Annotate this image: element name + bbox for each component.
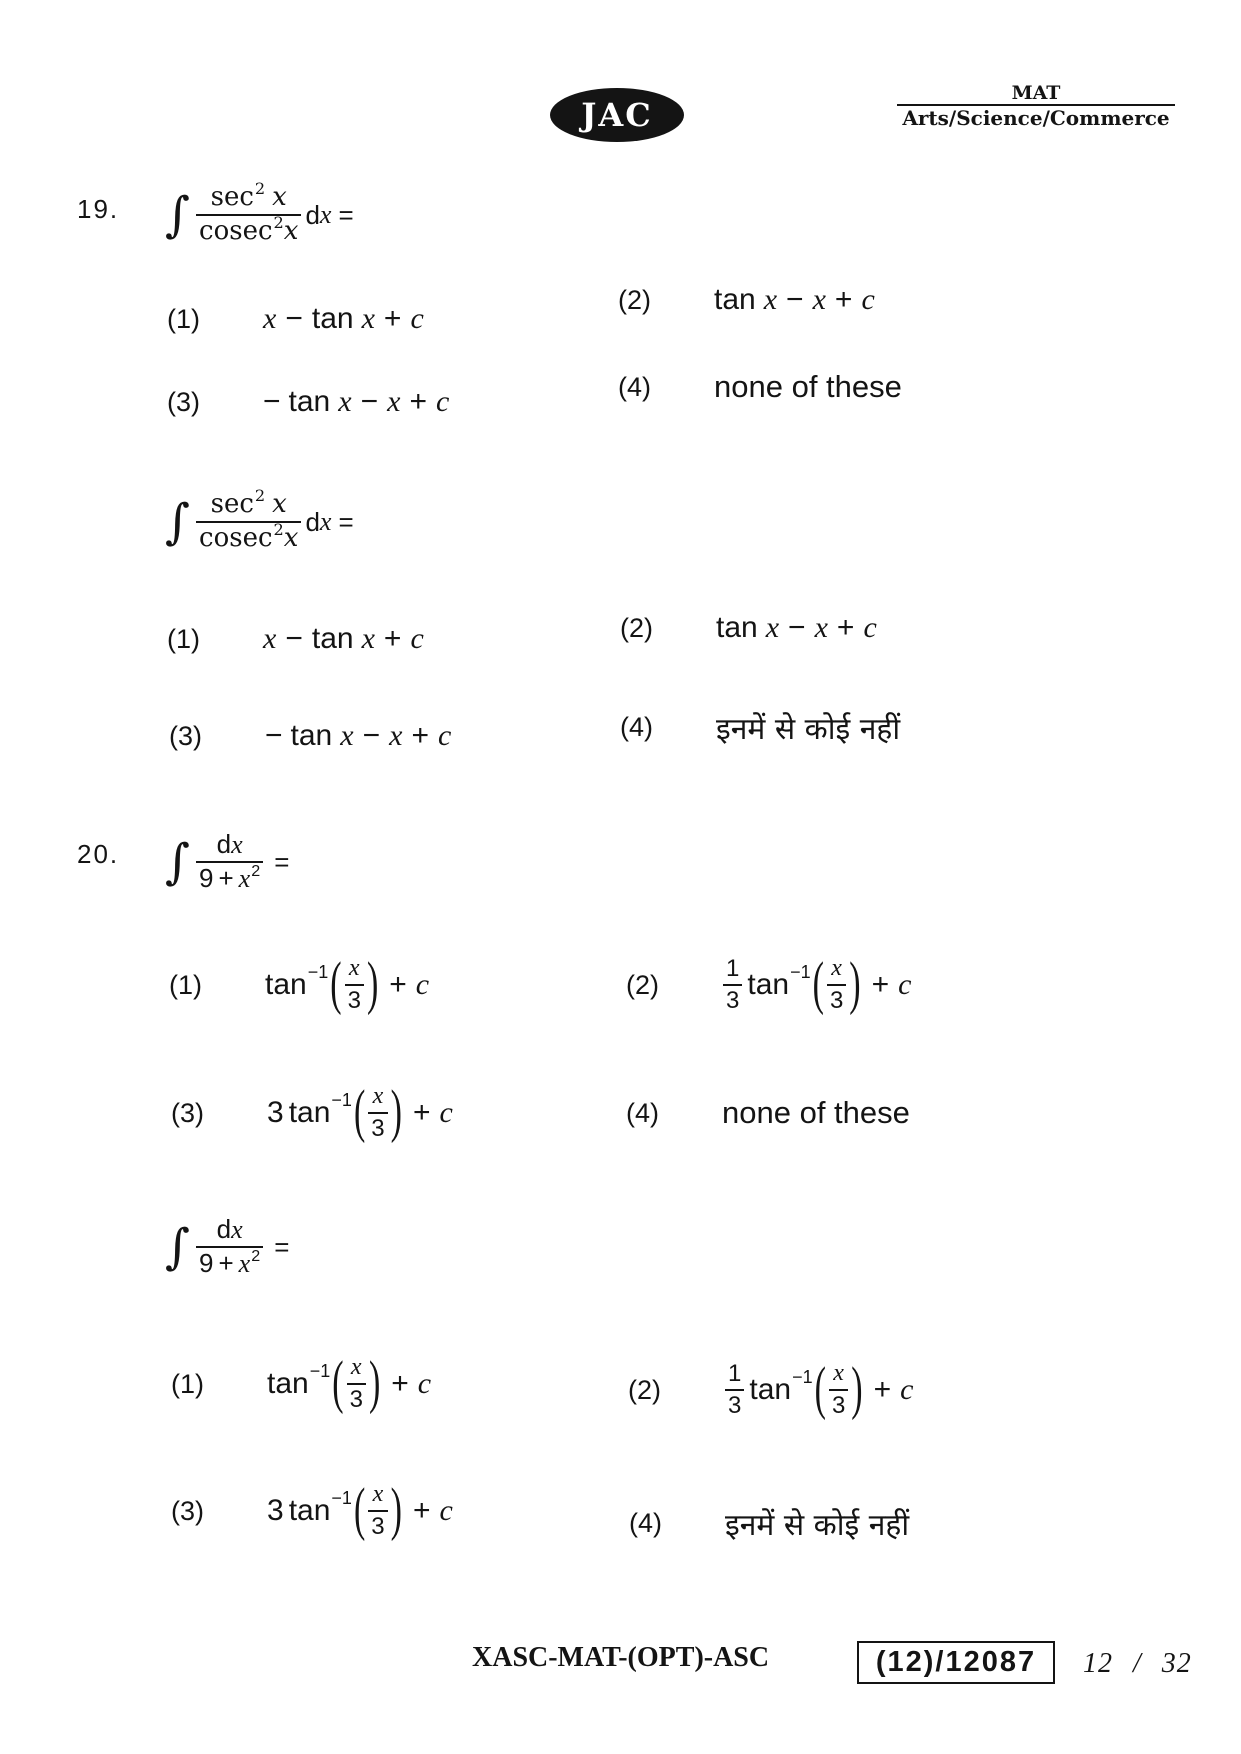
math-coefficient: 3: [267, 1494, 284, 1527]
fraction-numerator: x: [829, 1360, 848, 1391]
option-label: (1): [171, 1368, 204, 1399]
integral-sign: ∫: [165, 1219, 191, 1275]
math-term: x: [389, 719, 403, 752]
math-term: c: [437, 719, 452, 752]
math-term: x: [361, 622, 375, 655]
fraction-numerator: x: [345, 955, 364, 986]
option-expression: [263, 622, 424, 656]
right-paren: ): [849, 951, 861, 1017]
page-number: 12 / 32: [1083, 1648, 1192, 1679]
math-term: x: [361, 302, 375, 335]
option-expression: [263, 385, 449, 419]
right-paren: ): [368, 1350, 381, 1416]
integral-tail: [305, 507, 353, 538]
math-function: tan: [265, 968, 307, 1001]
math-term: c: [861, 283, 875, 316]
q20-en-option-4: [626, 1073, 910, 1153]
q19-hi-option-4: [620, 702, 900, 752]
math-function: tan: [288, 1096, 331, 1129]
math-operator: −: [285, 302, 303, 335]
math-differential: d: [305, 506, 320, 537]
math-term: x: [283, 523, 299, 553]
option-label: (4): [620, 711, 653, 742]
argument-fraction: [827, 955, 846, 1014]
q20-en-option-1: [169, 945, 429, 1025]
math-exponent: −1: [792, 1366, 813, 1387]
q20-hi-integral: [165, 1207, 289, 1287]
q19-en-integral: [165, 175, 354, 255]
right-paren: ): [390, 1477, 402, 1543]
math-term: x: [338, 385, 352, 418]
fraction-numerator: 1: [725, 1360, 744, 1391]
integral-sign: ∫: [165, 494, 191, 550]
math-function: tan: [714, 283, 756, 316]
math-operator: −: [788, 611, 806, 644]
option-text: इनमें से कोई नहीं: [725, 1507, 910, 1543]
integral-sign: ∫: [165, 834, 191, 890]
math-operator: +: [383, 302, 402, 335]
math-operator: +: [383, 622, 402, 655]
equals-sign: =: [274, 1231, 290, 1262]
left-paren: (: [332, 1350, 344, 1416]
math-function: tan: [716, 611, 758, 644]
integrand-fraction: [196, 1215, 263, 1279]
math-term: c: [410, 622, 424, 655]
fraction-numerator: x: [827, 955, 846, 986]
fraction-numerator: x: [368, 1083, 387, 1114]
math-function: cosec: [199, 523, 273, 553]
right-paren: ): [366, 951, 379, 1017]
math-term: x: [263, 622, 277, 655]
fraction-denominator: 3: [728, 1392, 742, 1419]
option-label: (3): [171, 1097, 204, 1128]
math-exponent: 2: [273, 212, 284, 232]
math-term: x: [272, 489, 287, 520]
option-label: (1): [167, 623, 200, 654]
math-exponent: 2: [254, 485, 266, 505]
option-expression: [724, 1356, 914, 1422]
integral-sign: ∫: [165, 187, 191, 243]
math-operator: −: [285, 622, 303, 655]
q19-en-option-2: [618, 275, 875, 325]
q19-hi-option-2: [620, 603, 877, 653]
equals-sign: =: [274, 846, 290, 877]
q20-hi-option-2: [628, 1350, 913, 1430]
question-number-19: 19.: [77, 194, 120, 224]
math-term: x: [387, 385, 401, 418]
fraction-denominator: 3: [371, 1513, 385, 1540]
fraction-numerator: x: [368, 1481, 387, 1512]
option-expression: [265, 719, 451, 753]
equals-sign: =: [338, 506, 354, 537]
question-number-20: 20.: [77, 839, 120, 869]
integrand-denominator: [196, 863, 263, 894]
fraction-denominator: 3: [349, 1386, 363, 1413]
streams-label: Arts/Science/Commerce: [902, 106, 1170, 130]
option-label: (2): [628, 1374, 661, 1405]
integrand-fraction: [196, 830, 263, 894]
option-label: (2): [620, 612, 653, 643]
math-operator: +: [218, 1248, 234, 1278]
math-term: x: [238, 1249, 251, 1278]
math-operator: −: [786, 283, 804, 316]
option-label: (4): [626, 1097, 659, 1128]
math-operator: +: [412, 1096, 431, 1129]
math-operator: +: [411, 719, 429, 752]
math-differential: d: [216, 829, 232, 860]
math-term: c: [439, 1494, 453, 1527]
option-expression: [722, 951, 912, 1017]
fraction-denominator: 3: [831, 1392, 846, 1419]
math-function: tan: [747, 968, 790, 1001]
booklet-number-box: [857, 1641, 1055, 1684]
math-differential: d: [216, 1214, 232, 1245]
integrand-fraction: [196, 178, 301, 247]
fraction-denominator: 3: [726, 987, 740, 1014]
option-label: (1): [167, 303, 200, 334]
integral-tail: [305, 200, 353, 231]
logo-text: JAC: [581, 96, 653, 134]
option-expression: [716, 611, 877, 645]
coefficient-fraction: [725, 1360, 744, 1419]
math-term: x: [765, 611, 780, 644]
math-term: c: [863, 611, 877, 644]
jac-logo: [550, 88, 684, 142]
math-term: x: [231, 830, 243, 860]
option-expression: [267, 1079, 453, 1145]
subject-label: MAT: [1011, 82, 1061, 104]
option-label: (3): [169, 720, 202, 751]
math-term: x: [231, 1215, 243, 1245]
math-exponent: −1: [331, 1089, 352, 1110]
fraction-denominator: 3: [829, 987, 844, 1014]
math-constant: 9: [199, 863, 214, 893]
integrand-fraction: [196, 485, 301, 554]
booklet-number: (12)/12087: [875, 1646, 1037, 1678]
paper-code: XASC-MAT-(OPT)-ASC: [472, 1642, 770, 1673]
math-exponent: −1: [309, 1360, 331, 1381]
option-text: none of these: [714, 369, 902, 404]
math-term: x: [814, 611, 828, 644]
subject-header: [897, 83, 1175, 129]
math-term: x: [340, 719, 354, 752]
math-function: tan: [290, 719, 333, 752]
left-paren: (: [330, 951, 342, 1017]
option-label: (2): [626, 969, 659, 1000]
math-term: c: [415, 968, 430, 1001]
q19-hi-integral: [165, 482, 354, 562]
math-exponent: 2: [273, 519, 284, 539]
argument-fraction: [368, 1083, 387, 1142]
math-term: x: [319, 200, 332, 229]
option-label: (3): [171, 1495, 204, 1526]
math-function: sec: [210, 489, 254, 520]
math-term: c: [435, 385, 450, 418]
math-operator: +: [873, 1373, 892, 1406]
left-paren: (: [814, 1356, 826, 1422]
q20-en-option-2: [626, 945, 911, 1025]
math-term: c: [900, 1373, 914, 1406]
fraction-numerator: x: [347, 1354, 366, 1385]
fraction-denominator: 3: [371, 1115, 385, 1142]
option-expression: [263, 302, 424, 336]
fraction-denominator: 3: [347, 987, 361, 1014]
q19-en-option-4: [618, 362, 902, 412]
integrand-denominator: [196, 519, 301, 554]
argument-fraction: [368, 1481, 387, 1540]
q19-hi-option-3: [169, 711, 451, 761]
math-term: x: [319, 507, 332, 536]
integrand-denominator: [196, 1248, 263, 1279]
right-paren: ): [390, 1079, 402, 1145]
math-term: x: [283, 216, 299, 246]
math-function: cosec: [199, 216, 273, 246]
math-term: x: [812, 283, 826, 316]
argument-fraction: [829, 1360, 848, 1419]
math-exponent: −1: [307, 961, 329, 982]
option-label: (1): [169, 969, 202, 1000]
math-operator: +: [412, 1494, 431, 1527]
math-exponent: 2: [251, 861, 261, 880]
math-constant: 9: [199, 1248, 214, 1278]
math-term: x: [763, 283, 778, 316]
math-function: tan: [288, 1494, 331, 1527]
q19-en-option-1: [167, 294, 424, 344]
math-operator: +: [871, 968, 890, 1001]
right-paren: ): [851, 1356, 863, 1422]
argument-fraction: [347, 1354, 366, 1413]
argument-fraction: [345, 955, 364, 1014]
integrand-numerator: [196, 1215, 263, 1248]
option-label: (4): [629, 1507, 662, 1538]
math-term: c: [439, 1096, 453, 1129]
math-operator: +: [409, 385, 427, 418]
math-operator: +: [389, 968, 407, 1001]
fraction-numerator: 1: [723, 955, 742, 986]
math-function: tan: [267, 1367, 309, 1400]
math-term: c: [410, 302, 424, 335]
option-text: इनमें से कोई नहीं: [716, 711, 901, 747]
math-operator: +: [218, 863, 234, 893]
q20-en-integral: [165, 822, 289, 902]
math-function: sec: [210, 182, 254, 213]
integrand-numerator: [196, 830, 263, 863]
math-function: tan: [749, 1373, 792, 1406]
coefficient-fraction: [723, 955, 742, 1014]
q19-hi-option-1: [167, 614, 424, 664]
math-exponent: 2: [251, 1246, 261, 1265]
option-expression: [265, 951, 430, 1017]
equals-sign: =: [338, 199, 354, 230]
q20-hi-option-3: [171, 1471, 453, 1551]
math-operator: −: [360, 385, 379, 418]
math-operator: −: [263, 385, 281, 418]
math-term: x: [263, 302, 277, 335]
left-paren: (: [353, 1079, 366, 1145]
math-exponent: −1: [790, 961, 811, 982]
integrand-numerator: [196, 178, 301, 216]
integrand-numerator: [196, 485, 301, 523]
math-exponent: −1: [331, 1487, 352, 1508]
math-operator: −: [265, 719, 283, 752]
option-expression: [267, 1350, 432, 1416]
left-paren: (: [353, 1477, 366, 1543]
math-term: c: [417, 1367, 432, 1400]
option-text: none of these: [722, 1095, 910, 1130]
option-label: (3): [167, 386, 200, 417]
math-term: x: [238, 864, 251, 893]
math-differential: d: [305, 199, 320, 230]
math-function: tan: [311, 302, 354, 335]
option-label: (2): [618, 284, 651, 315]
option-label: (4): [618, 371, 651, 402]
math-operator: +: [391, 1367, 409, 1400]
math-term: x: [272, 182, 287, 213]
math-operator: −: [362, 719, 381, 752]
q20-hi-option-4: [629, 1483, 909, 1563]
q20-hi-option-1: [171, 1344, 431, 1424]
option-expression: [267, 1477, 453, 1543]
left-paren: (: [812, 951, 824, 1017]
math-function: tan: [288, 385, 331, 418]
q20-en-option-3: [171, 1073, 453, 1153]
math-operator: +: [836, 611, 855, 644]
math-term: c: [898, 968, 912, 1001]
q19-en-option-3: [167, 377, 449, 427]
math-exponent: 2: [254, 178, 266, 198]
math-function: tan: [311, 622, 354, 655]
math-operator: +: [834, 283, 853, 316]
option-expression: [714, 283, 875, 317]
integrand-denominator: [196, 212, 301, 247]
math-coefficient: 3: [267, 1096, 284, 1129]
